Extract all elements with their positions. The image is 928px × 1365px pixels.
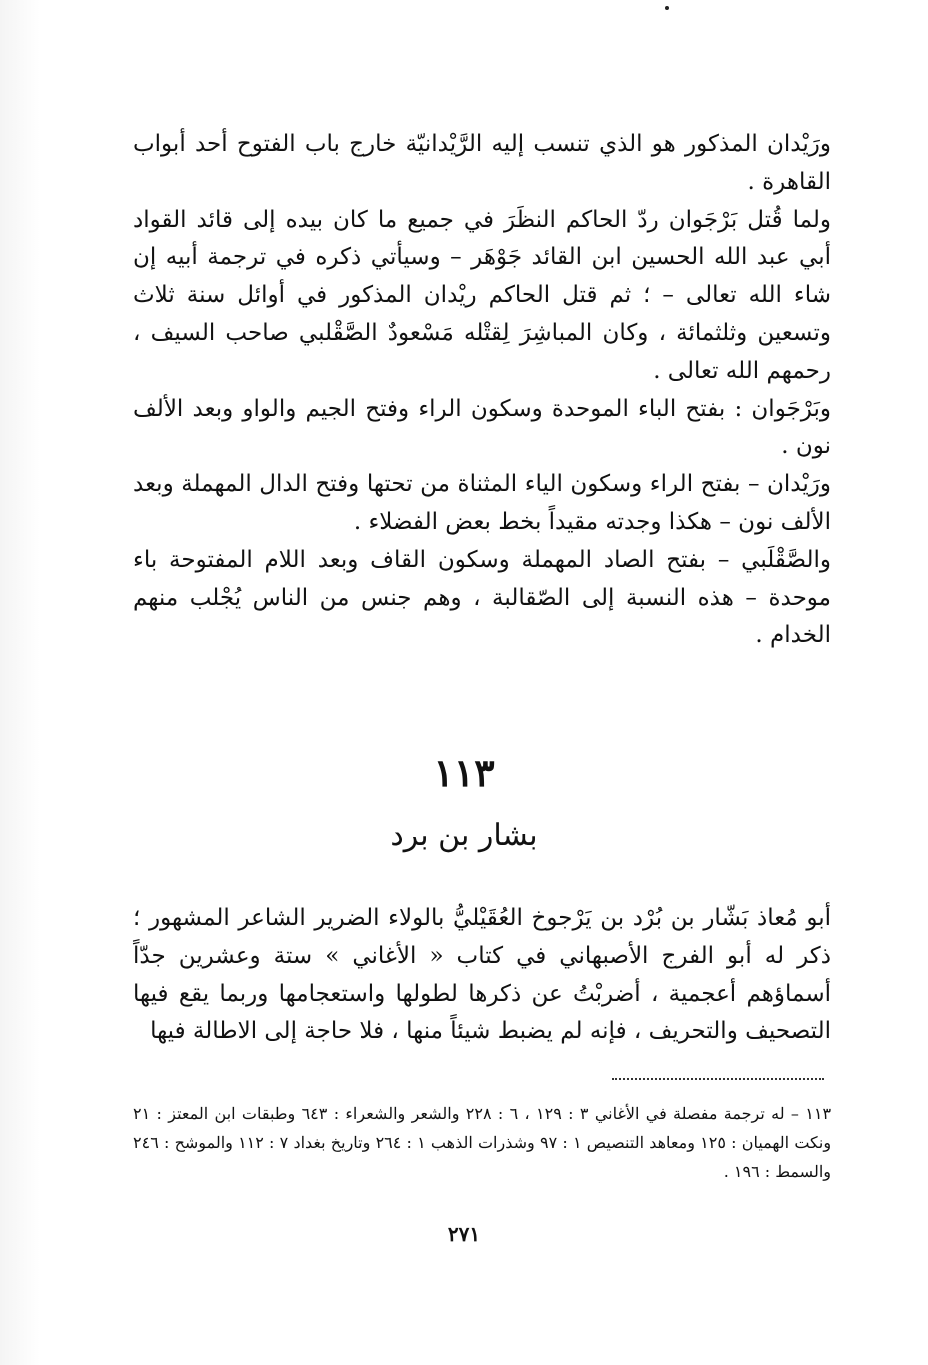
page-margin-shadow: [0, 0, 40, 1365]
entry-text-block: [133, 900, 831, 1051]
page-number: ٢٧١: [447, 1222, 481, 1246]
entry-number: ١١٣: [433, 750, 495, 795]
footnote: ١١٣ – له ترجمة مفصلة في الأغاني ٣ : ١٢٩ ، ٦ : ٢٢٨ والشعر والشعراء : ٦٤٣ وطبقات ابن المعتز : ٢١ ونكت الهميان : ١٢٥ ومعاهد التنصيص ١ : ٩٧ وشذرات الذهب ١ : ٢٦٤ وتاريخ بغداد ٧ : ١١٢ والموشح : ٢٤٦ والسمط : ١٩٦ .: [133, 1104, 832, 1181]
top-text-block: [133, 126, 831, 655]
footnotes: [133, 1099, 831, 1186]
paragraph: ورَيْدان – بفتح الراء وسكون الياء المثناة من تحتها وفتح الدال المهملة وبعد الألف نون – هكذا وجدته مقيداً بخط بعض الفضلاء .: [133, 471, 831, 535]
paragraph: أبو مُعاذ بَشّار بن بُرْد بن يَرْجوخ العُقَيْليُّ بالولاء الضرير الشاعر المشهور ؛ ذكر له أبو الفرج الأصبهاني في كتاب « الأغاني » ستة وعشرين جدّاً أسماؤهم أعجمية ، أضربْتُ عن ذكرها لطولها واستعجامها وربما يقع فيها التصحيف والتحريف ، فإنه لم يضبط شيئاً منها ، فلا حاجة إلى الاطالة فيها: [133, 905, 831, 1045]
footnote-separator: [612, 1078, 824, 1080]
paragraph: والصَّقْلَبي – بفتح الصاد المهملة وسكون القاف وبعد اللام المفتوحة باء موحدة – هذه النسبة إلى الصّقالبة ، وهم جنس من الناس يُجْلب منهم الخدام .: [133, 546, 831, 649]
ink-dot: [665, 6, 669, 10]
paragraph: وبَرْجَوان : بفتح الباء الموحدة وسكون الراء وفتح الجيم والواو وبعد الألف نون .: [133, 395, 831, 460]
paragraph: ورَيْدان المذكور هو الذي تنسب إليه الرَّيْدانيّة خارج باب الفتوح أحد أبواب القاهرة .: [133, 131, 831, 195]
paragraph: ولما قُتل بَرْجَوان ردّ الحاكم النظَرَ في جميع ما كان بيده إلى قائد القواد أبي عبد الله الحسين ابن القائد جَوْهَر – وسيأتي ذكره في ترجمة أبيه إن شاء الله تعالى – ؛ ثم قتل الحاكم ريْدان المذكور في أوائل سنة ثلاث وتسعين وثلثمائة ، وكان المباشِرَ لِقتْله مَسْعودٌ الصَّقْلبي صاحب السيف ، رحمهم الله تعالى .: [133, 206, 831, 384]
entry-title: بشار بن برد: [390, 818, 538, 853]
